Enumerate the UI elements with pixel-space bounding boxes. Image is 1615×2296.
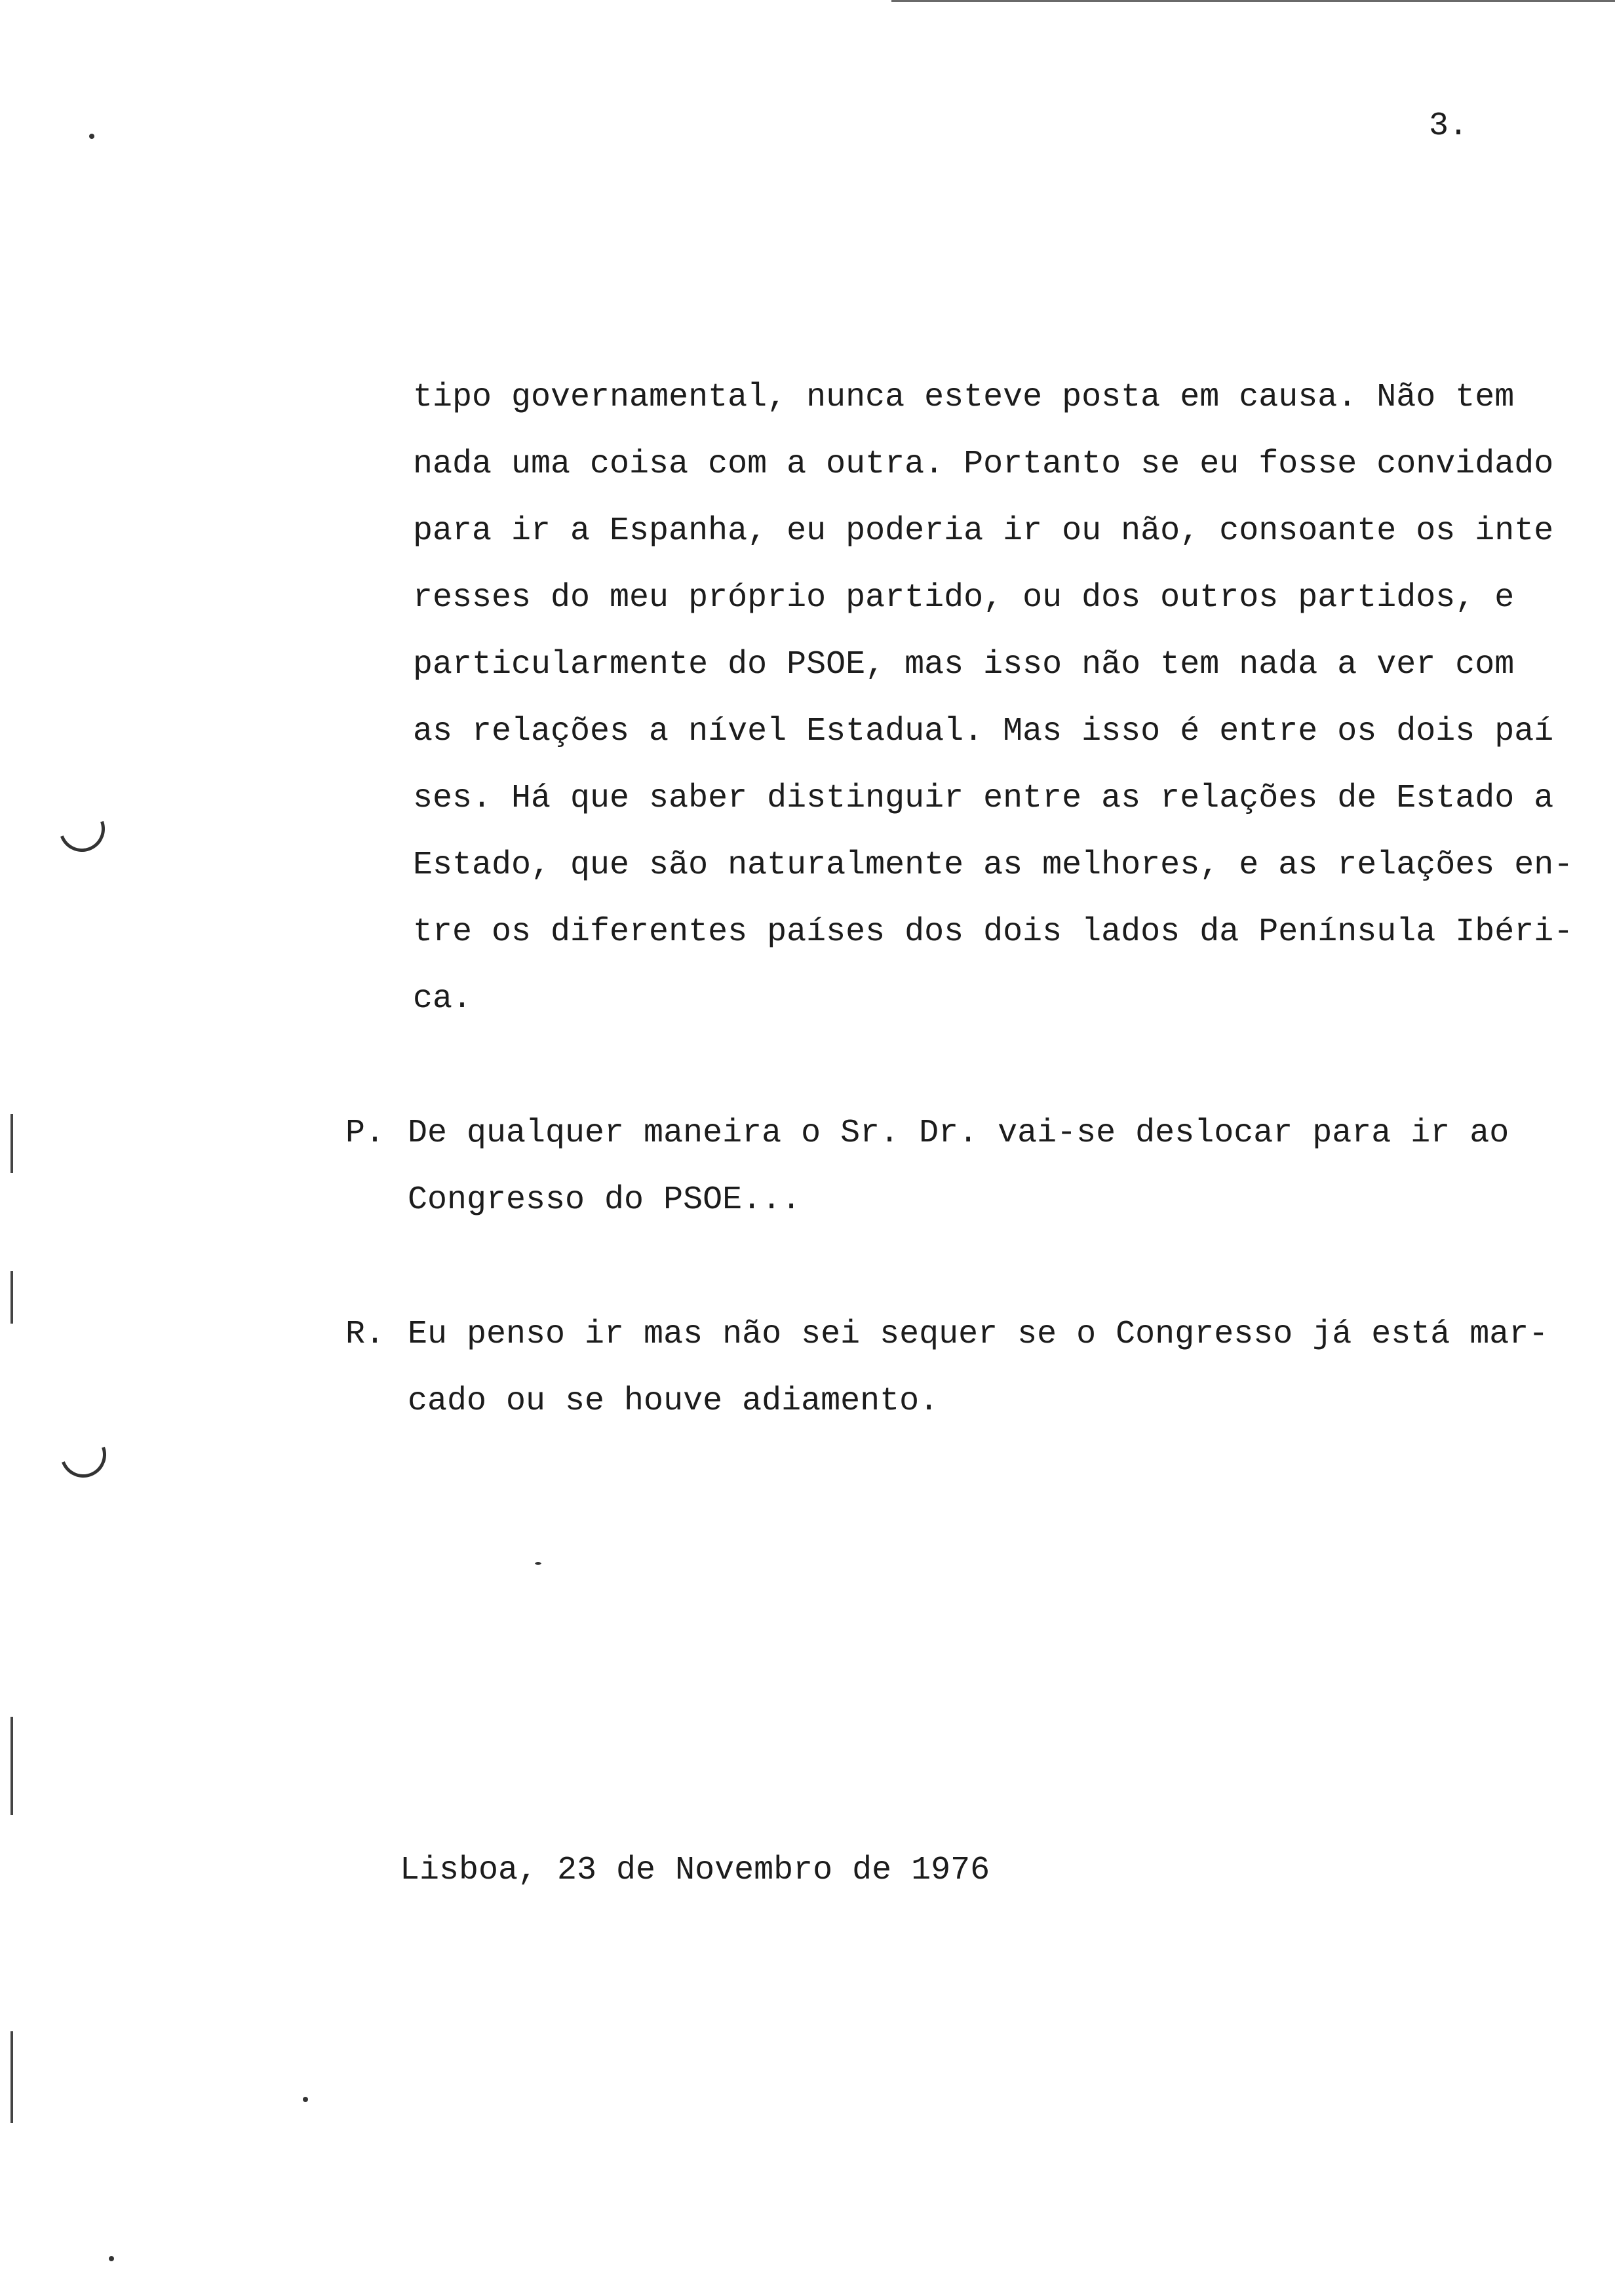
text-line: as relações a nível Estadual. Mas isso é entre os dois paí — [413, 713, 1554, 750]
text-line: particularmente do PSOE, mas isso não tem nada a ver com — [413, 646, 1515, 683]
text-line: tre os diferentes países dos dois lados da Península Ibéri- — [413, 913, 1574, 951]
page-number: 3. — [1429, 107, 1469, 145]
text-line: ses. Há que saber distinguir entre as relações de Estado a — [413, 780, 1554, 817]
place-date-line: Lisboa, 23 de Novembro de 1976 — [400, 1852, 990, 1889]
text-line: De qualquer maneira o Sr. Dr. vai-se deslocar para ir ao — [408, 1115, 1509, 1152]
edge-mark — [10, 1717, 13, 1815]
text-line: resses do meu próprio partido, ou dos outros partidos, e — [413, 579, 1515, 617]
answer-marker: R. — [345, 1316, 385, 1353]
text-line: para ir a Espanha, eu poderia ir ou não, consoante os inte — [413, 512, 1554, 550]
text-line: ca. — [413, 980, 473, 1018]
speck — [303, 2097, 308, 2102]
edge-mark — [10, 1114, 13, 1173]
text-line: cado ou se houve adiamento. — [408, 1383, 939, 1420]
punch-hole-mark — [51, 798, 112, 859]
text-line: Eu penso ir mas não sei sequer se o Congresso já está mar- — [408, 1316, 1549, 1353]
text-line: tipo governamental, nunca esteve posta em causa. Não tem — [413, 379, 1515, 416]
speck — [535, 1562, 541, 1565]
punch-hole-mark — [52, 1424, 113, 1485]
question-marker: P. — [345, 1115, 385, 1152]
text-line: nada uma coisa com a outra. Portanto se eu fosse convidado — [413, 446, 1554, 483]
edge-mark — [10, 2031, 13, 2123]
speck — [109, 2256, 114, 2261]
speck — [89, 134, 94, 139]
scan-top-edge — [891, 0, 1615, 2]
text-line: Congresso do PSOE... — [408, 1181, 802, 1219]
text-line: Estado, que são naturalmente as melhores, e as relações en- — [413, 847, 1574, 884]
edge-mark — [10, 1271, 13, 1324]
